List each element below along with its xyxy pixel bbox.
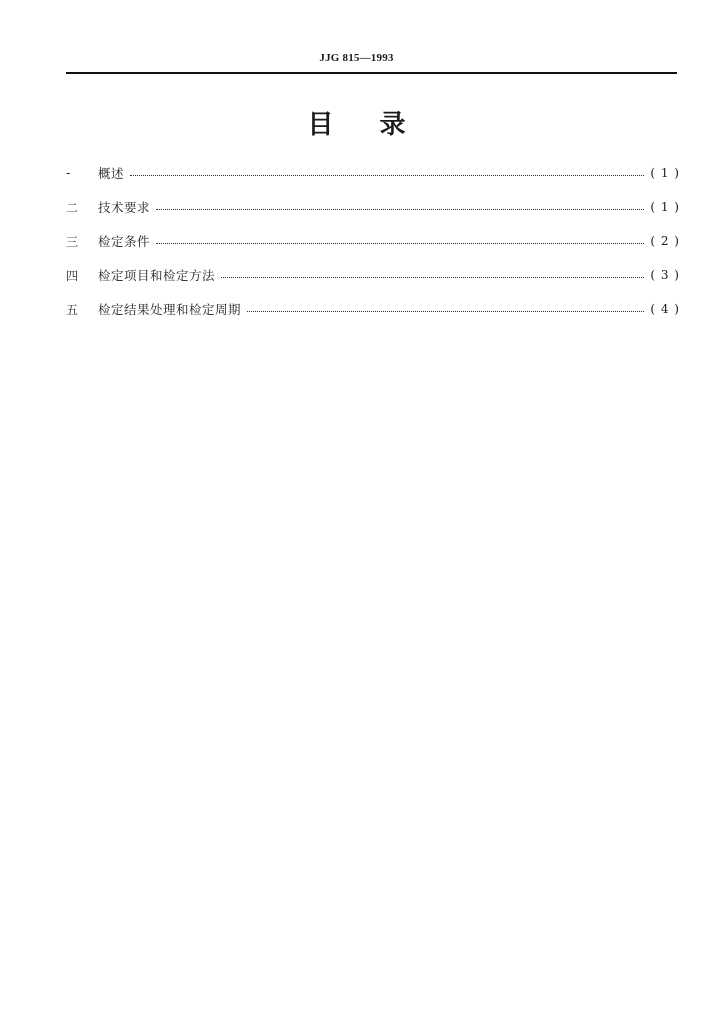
header-rule [66,72,677,74]
page-title-char-2: 录 [379,110,406,140]
toc-entry-page: ( 2 ) [650,234,680,248]
page-title [0,104,713,141]
page-title-char-1: 目 [307,110,334,140]
toc-entry-number: 二 [66,200,79,215]
toc-entry-page: ( 1 ) [650,200,680,214]
toc-entry[interactable] [66,258,680,292]
standard-code: JJG 815—1993 [319,52,394,64]
toc-entry[interactable] [66,156,680,190]
toc-entry[interactable] [66,224,680,258]
toc-entry[interactable] [66,190,680,224]
toc-entry-title: 概述 [98,166,125,181]
table-of-contents [66,156,680,326]
toc-entry-page: ( 1 ) [650,166,680,180]
toc-entry-title: 检定条件 [98,234,151,249]
toc-entry-page: ( 4 ) [650,302,680,316]
toc-dot-leader [156,209,644,210]
toc-entry-page: ( 3 ) [650,268,680,282]
toc-entry-title: 技术要求 [98,200,151,215]
toc-dot-leader [130,175,644,176]
toc-dot-leader [247,311,644,312]
toc-dot-leader [221,277,644,278]
toc-entry[interactable] [66,292,680,326]
toc-entry-number: 三 [66,234,79,249]
toc-entry-number: - [66,166,71,180]
toc-entry-title: 检定项目和检定方法 [98,268,216,283]
toc-entry-title: 检定结果处理和检定周期 [98,302,242,317]
toc-dot-leader [156,243,644,244]
toc-entry-number: 五 [66,302,79,317]
toc-entry-number: 四 [66,268,79,283]
